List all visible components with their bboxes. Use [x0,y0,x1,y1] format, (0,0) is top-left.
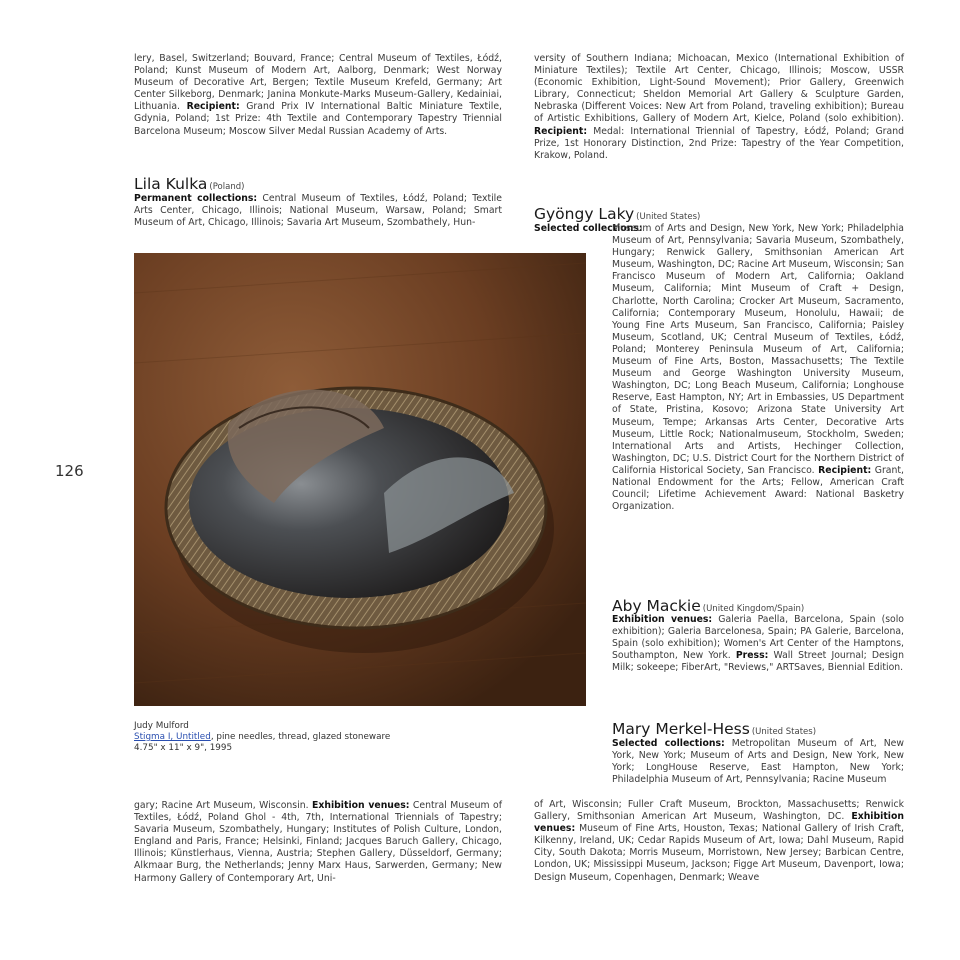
left-bottom-body1: gary; Racine Art Museum, Wisconsin. [134,800,309,811]
recipient-text-3: Grant, National Endowment for the Arts; Fellow, American Craft Council; Lifetime Achievement Award: National Basketry Organization. [612,464,904,513]
artist-name: Gyöngy Laky [534,205,635,223]
laky-collections-text: Museum of Arts and Design, New York, New York; Philadelphia Museum of Art, Pennsylvania; Savaria Museum, Szombathely, Hungary; Renwick Gallery, Smithsonian American Art Museum, Washington, DC; Racine Art Museum, Wisconsin; San Francisco Museum of Modern Art, California; Oakland Museum, California; Mint Museum of Craft + Design, Charlotte, North Carolina; Crocker Art Museum, Sacramento, California; Contemporary Museum, Honolulu, Hawaii; de Young Fine Arts Museum, San Francisco, California; Paisley Museum, Scotland, UK; Central Museum of Textiles, Łódź, Poland; Monterey Peninsula Museum of Art, California; Museum of Fine Arts, Boston, Massachusetts; The Textile Museum and George Washington University Museum, Washington, DC; Long Beach Museum, California; Longhouse Reserve, East Hampton, NY; Art in Embassies, US Department of State, Pristina, Kosovo; Arizona State University Art Museum, Tempe; Arkansas Arts Center, Decorative Arts Museum, Little Rock; Nationalmuseum, Stockholm, Sweden; International Arts and Artists, Hechinger Collection, Washington, DC; U.S. District Court for the Northern District of California Historical Society, San Francisco. [612,223,904,476]
collections-label: Permanent collections: [134,193,258,204]
left-bottom-body2: Central Museum of Textiles, Łódź, Poland Ghol - 4th, 7th, International Triennials of Tapestry; Savaria Museum, Szombathely, Hungary; Institutes of Polish Culture, London, England and Paris, France; Helsinki, Finland; Jacques Baruch Gallery, Chicago, Illinois; Künstlerhaus, Vienna, Austria; Stephen Gallery, Düsseldorf, Germany; Alkmaar Burg, the Netherlands; Jenny Marx Haus, Sarwerden, Germany; New Harmony Gallery of Contemporary Art, Uni- [134,800,502,884]
mackie-exhibition-text: Galeria Paella, Barcelona, Spain (solo exhibition); Galeria Barcelonesa, Spain; PA Galerie, Barcelona, Spain (solo exhibition); Women's Art Center of the Hamptons, Southampton, New York. [612,614,904,662]
collections-label-3: Selected collections: [612,738,725,749]
press-label: Press: [735,650,769,662]
mackie-text [612,614,904,674]
right-top-text [534,53,904,162]
press-text: Wall Street Journal; Design Milk; sokeepe; FiberArt, "Reviews," ARTSaves, Biennial Edition. [612,650,904,674]
recipient-text: Grand Prix IV International Baltic Miniature Textile, Gdynia, Poland; 1st Prize: 4th Textile and Contemporary Tapestry Triennial Barcelona Museum; Moscow Silver Medal Russian Academy of Arts. [134,101,503,137]
recipient-text-2: Medal: International Triennial of Tapestry, Łódź, Poland; Grand Prize, 1st Honorary Distinction, 2nd Prize: Tapestry of the Year Competition, Krakow, Poland. [534,125,904,161]
recipient-label-2: Recipient: [534,125,588,137]
left-top-text [134,53,502,138]
artist-name: Lila Kulka [134,175,208,193]
artwork-photo [134,253,586,706]
artist-country: (United States) [751,727,817,737]
photo-caption [134,721,390,754]
artist-country: (United Kingdom/Spain) [702,604,805,614]
artist-country: (United States) [636,212,701,222]
exhibition-label: Exhibition venues: [312,800,410,811]
artist-name: Aby Mackie [612,597,701,615]
exhibition-label-3: Exhibition venues: [534,811,904,835]
right-top-body: versity of Southern Indiana; Michoacan, Mexico (International Exhibition of Miniature Textiles); Textile Art Center, Chicago, Illinois; Moscow, USSR (Economic Exhibition, Light-Sound Movement); Prior Gallery, Greenwich Library, Connecticut; Sheldon Memorial Art Gallery & Sculpture Garden, Nebraska (Different Voices: New Art from Poland, traveling exhibition); Bureau of Artistic Exhibitions, Gallery of Modern Art, Kielce, Poland (solo exhibition). [534,53,904,125]
kulka-text [134,193,502,229]
caption-work [134,732,390,743]
merkel-text-1 [612,738,904,786]
merkel-collections-cont: of Art, Wisconsin; Fuller Craft Museum, Brockton, Massachusetts; Renwick Gallery, Smithsonian American Art Museum, Washington, DC. [534,799,904,823]
artwork-illustration [134,253,586,706]
exhibition-label-2: Exhibition venues: [612,614,713,625]
caption-artist: Judy Mulford [134,721,189,731]
recipient-label: Recipient: [186,101,240,113]
collections-label-2: Selected collections: [534,223,643,234]
page-number: 126 [55,462,84,480]
recipient-label-3: Recipient: [818,464,872,476]
collections-text: Central Museum of Textiles, Łódź, Poland; Textile Arts Center, Chicago, Illinois; National Museum, Warsaw, Poland; Smart Museum of Art, Chicago, Illinois; Savaria Art Museum, Szombathely, Hun- [134,193,502,229]
artist-name: Mary Merkel-Hess [612,720,750,738]
left-top-body: lery, Basel, Switzerland; Bouvard, France; Central Museum of Textiles, Łódź, Poland; Kunst Museum of Modern Art, Aalborg, Denmark; West Norway Museum of Decorative Art, Bergen; Textile Museum Krefeld, Germany; Art Center Silkeborg, Denmark; Janina Monkute-Marks Museum-Gallery, Kedainiai, Lithuania. [134,53,502,113]
merkel-text-2 [534,799,904,884]
laky-text [612,223,904,573]
merkel-collections-text: Metropolitan Museum of Art, New York, New York; Museum of Arts and Design, New York, New York; LongHouse Reserve, East Hampton, New York; Philadelphia Museum of Art, Pennsylvania; Racine Museum [612,738,904,786]
artist-country: (Poland) [209,182,245,192]
caption-materials: , pine needles, thread, glazed stoneware [210,732,391,742]
merkel-exhibition-text: Museum of Fine Arts, Houston, Texas; National Gallery of Irish Craft, Kilkenny, Ireland, UK; Cedar Rapids Museum of Art, Iowa; Dahl Museum, Rapid City, South Dakota; Morris Museum, Morristown, New Jersey; Barbican Centre, London, UK; Mississippi Museum, Jackson; Figge Art Museum, Davenport, Iowa; Design Museum, Copenhagen, Denmark; Weave [534,823,904,883]
caption-title-link[interactable]: Stigma I, Untitled [134,732,211,742]
left-bottom-text [134,800,502,885]
caption-dimensions: 4.75" x 11" x 9", 1995 [134,743,233,753]
